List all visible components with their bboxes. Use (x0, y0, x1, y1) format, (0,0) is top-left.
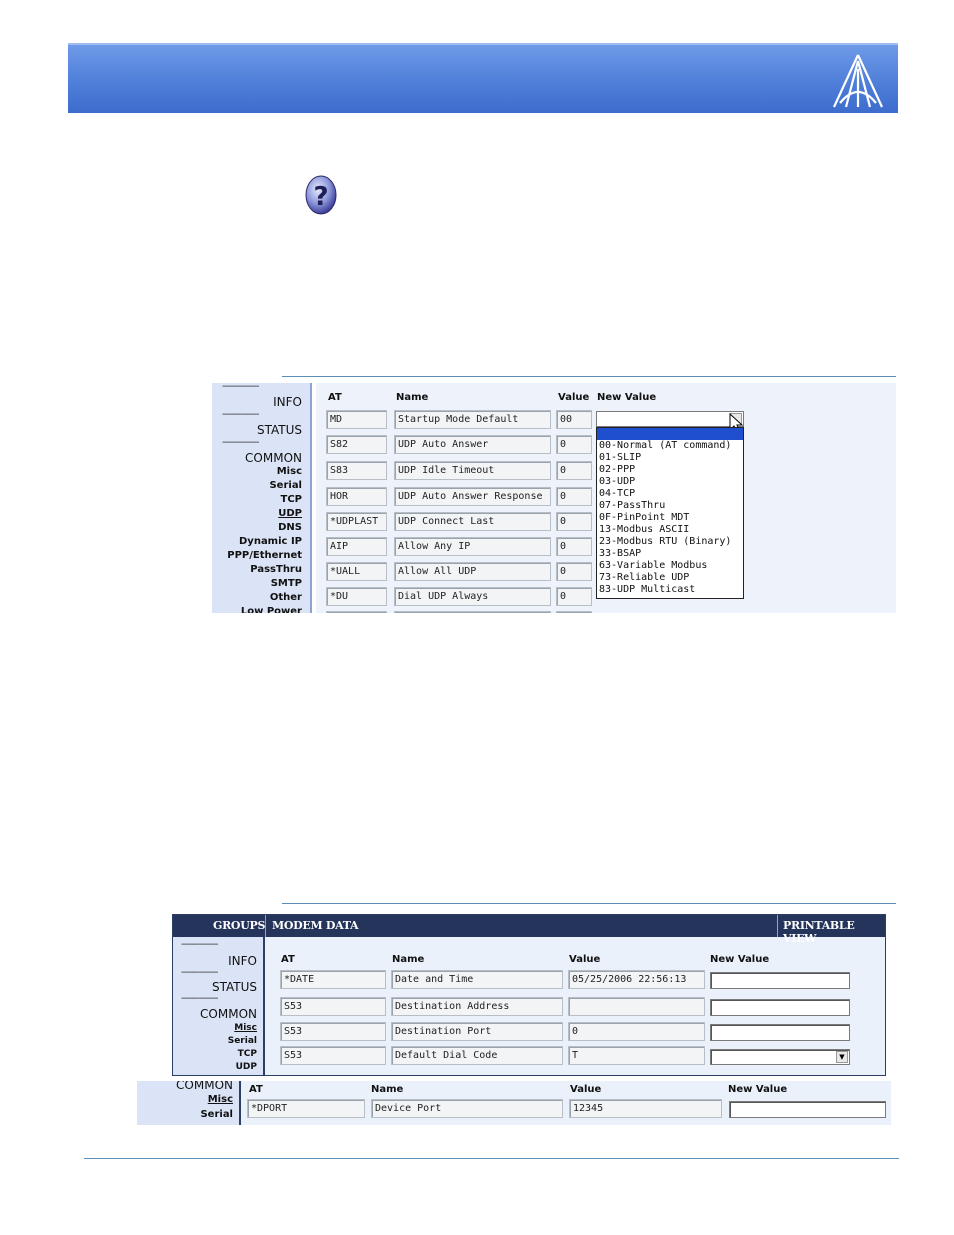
divider (265, 915, 266, 937)
name-cell: UDP Auto Answer (394, 435, 551, 454)
name-cell: Destination Port (391, 1022, 563, 1041)
svg-text:?: ? (313, 182, 329, 212)
at-cell: S83 (326, 461, 387, 480)
new-value-input[interactable] (710, 972, 850, 989)
sidebar-item-udp[interactable]: UDP (235, 1062, 257, 1072)
groups-sidebar (137, 1081, 241, 1125)
column-header-name: Name (392, 954, 425, 965)
at-cell: *DATE (280, 970, 386, 989)
sidebar-item-common[interactable]: COMMON (200, 1007, 257, 1021)
at-cell: *UALL (326, 562, 387, 581)
divider: -------------- (222, 383, 259, 392)
sidebar-item-status[interactable]: STATUS (256, 423, 302, 437)
column-header-new-value: New Value (728, 1084, 788, 1095)
divider (777, 915, 778, 937)
sidebar-item-info[interactable]: INFO (273, 395, 302, 409)
divider: -------------- (181, 939, 218, 950)
modem-data-label: MODEM DATA (272, 919, 359, 932)
at-cell: S82 (326, 435, 387, 454)
sidebar-item-tcp[interactable]: TCP (280, 494, 302, 505)
sidebar-item-ppp-ethernet[interactable]: PPP/Ethernet (227, 550, 302, 561)
new-value-input[interactable] (710, 1024, 850, 1041)
groups-sidebar (173, 937, 265, 1076)
new-value-input[interactable] (729, 1101, 886, 1118)
dropdown-option[interactable]: 73-Reliable UDP (599, 572, 690, 583)
name-cell: UDP Idle Timeout (394, 461, 551, 480)
value-cell: 0 (556, 562, 592, 581)
name-cell: Allow Any IP (394, 537, 551, 556)
value-cell: 05/25/2006 22:56:13 (568, 970, 705, 989)
printable-view-link[interactable]: PRINTABLE VIEW (783, 919, 855, 945)
dropdown-option[interactable]: 83-UDP Multicast (599, 584, 696, 595)
divider: -------------- (181, 993, 218, 1004)
misc-settings-screenshot (172, 914, 886, 1076)
at-cell: AIP (326, 537, 387, 556)
at-cell: S53 (280, 1046, 386, 1065)
chevron-down-icon[interactable]: ▼ (836, 1051, 848, 1063)
sidebar-item-other[interactable]: Other (269, 592, 302, 603)
name-cell (394, 611, 551, 613)
divider: -------------- (222, 409, 259, 420)
sidebar-item-low-power[interactable]: Low Power (240, 606, 302, 613)
modem-data-table (316, 383, 896, 613)
dropdown-option[interactable]: 02-PPP (599, 464, 636, 475)
at-cell: *DPORT (247, 1099, 365, 1118)
at-cell: S53 (280, 1022, 386, 1041)
raven-logo-icon (830, 51, 886, 109)
sidebar-item-common[interactable]: COMMON (176, 1081, 233, 1092)
value-cell: 00 (556, 410, 592, 429)
at-cell: S53 (280, 997, 386, 1016)
sidebar-item-dynamic-ip[interactable]: Dynamic IP (239, 536, 302, 547)
name-cell: Dial UDP Always (394, 587, 551, 606)
column-header-at: AT (281, 954, 295, 965)
dropdown-option[interactable]: 23-Modbus RTU (Binary) (599, 536, 732, 547)
column-header-value: Value (569, 954, 601, 965)
column-header-value: Value (570, 1084, 602, 1095)
value-cell (568, 997, 705, 1016)
value-cell: 0 (556, 512, 592, 531)
sidebar-item-misc[interactable]: Misc (276, 466, 302, 477)
sidebar-item-smtp[interactable]: SMTP (270, 578, 302, 589)
column-header-new-value: New Value (597, 392, 657, 403)
sidebar-item-dns[interactable]: DNS (278, 522, 302, 533)
at-cell: MD (326, 410, 387, 429)
page-header-banner (68, 43, 898, 113)
value-cell: 0 (556, 537, 592, 556)
value-cell: 0 (556, 461, 592, 480)
value-cell: 0 (556, 587, 592, 606)
at-cell: *UDPLAST (326, 512, 387, 531)
sidebar-item-common[interactable]: COMMON (245, 451, 302, 465)
name-cell: Allow All UDP (394, 562, 551, 581)
modem-toolbar (173, 915, 886, 945)
question-help-icon[interactable] (303, 173, 339, 217)
groups-sidebar (212, 383, 312, 613)
section-rule (282, 903, 896, 904)
name-cell: Default Dial Code (391, 1046, 563, 1065)
sidebar-item-serial[interactable]: Serial (200, 1109, 233, 1120)
sidebar-item-serial[interactable]: Serial (269, 480, 302, 491)
value-cell: T (568, 1046, 705, 1065)
dropdown-option[interactable]: 0F-PinPoint MDT (599, 512, 690, 523)
name-cell: UDP Connect Last (394, 512, 551, 531)
name-cell: UDP Auto Answer Response (394, 487, 551, 506)
groups-label: GROUPS (213, 919, 266, 932)
value-cell: 0 (556, 487, 592, 506)
value-cell (556, 611, 592, 613)
at-cell: *DU (326, 587, 387, 606)
column-header-name: Name (371, 1084, 404, 1095)
sidebar-item-udp[interactable]: UDP (278, 508, 302, 519)
name-cell: Device Port (371, 1099, 563, 1118)
dropdown-option[interactable]: 03-UDP (599, 476, 636, 487)
name-cell: Date and Time (391, 970, 563, 989)
footer-rule (84, 1158, 899, 1159)
sidebar-item-status[interactable]: STATUS (211, 980, 257, 994)
divider: -------------- (181, 967, 218, 978)
column-header-at: AT (328, 392, 342, 403)
new-value-select[interactable] (596, 411, 744, 427)
dropdown-option[interactable]: 07-PassThru (599, 500, 666, 511)
sidebar-item-tcp[interactable]: TCP (237, 1049, 257, 1059)
value-cell: 0 (556, 435, 592, 454)
column-header-value: Value (558, 392, 590, 403)
value-cell: 12345 (569, 1099, 722, 1118)
at-cell: HOR (326, 487, 387, 506)
sidebar-item-passthru[interactable]: PassThru (250, 564, 302, 575)
dropdown-option[interactable]: 63-Variable Modbus (599, 560, 708, 571)
at-cell (326, 611, 387, 613)
sidebar-item-misc[interactable]: Misc (207, 1094, 233, 1105)
dropdown-option[interactable]: 04-TCP (599, 488, 636, 499)
startup-mode-dropdown-list[interactable] (596, 427, 744, 599)
new-value-input[interactable] (710, 999, 850, 1016)
dropdown-option[interactable]: 00-Normal (AT command) (599, 440, 732, 451)
device-port-screenshot (137, 1081, 891, 1125)
name-cell: Destination Address (391, 997, 563, 1016)
divider: -------------- (222, 437, 259, 448)
udp-settings-screenshot (212, 383, 896, 613)
sidebar-item-misc[interactable]: Misc (234, 1023, 257, 1033)
dropdown-highlight[interactable] (597, 428, 743, 440)
section-rule (282, 376, 896, 377)
value-cell: 0 (568, 1022, 705, 1041)
sidebar-item-serial[interactable]: Serial (227, 1036, 257, 1046)
column-header-new-value: New Value (710, 954, 770, 965)
name-cell: Startup Mode Default (394, 410, 551, 429)
dropdown-option[interactable]: 13-Modbus ASCII (599, 524, 690, 535)
sidebar-item-info[interactable]: INFO (228, 954, 257, 968)
dropdown-option[interactable]: 01-SLIP (599, 452, 642, 463)
dropdown-option[interactable]: 33-BSAP (599, 548, 642, 559)
new-value-select[interactable] (710, 1049, 850, 1065)
column-header-at: AT (249, 1084, 263, 1095)
column-header-name: Name (396, 392, 429, 403)
